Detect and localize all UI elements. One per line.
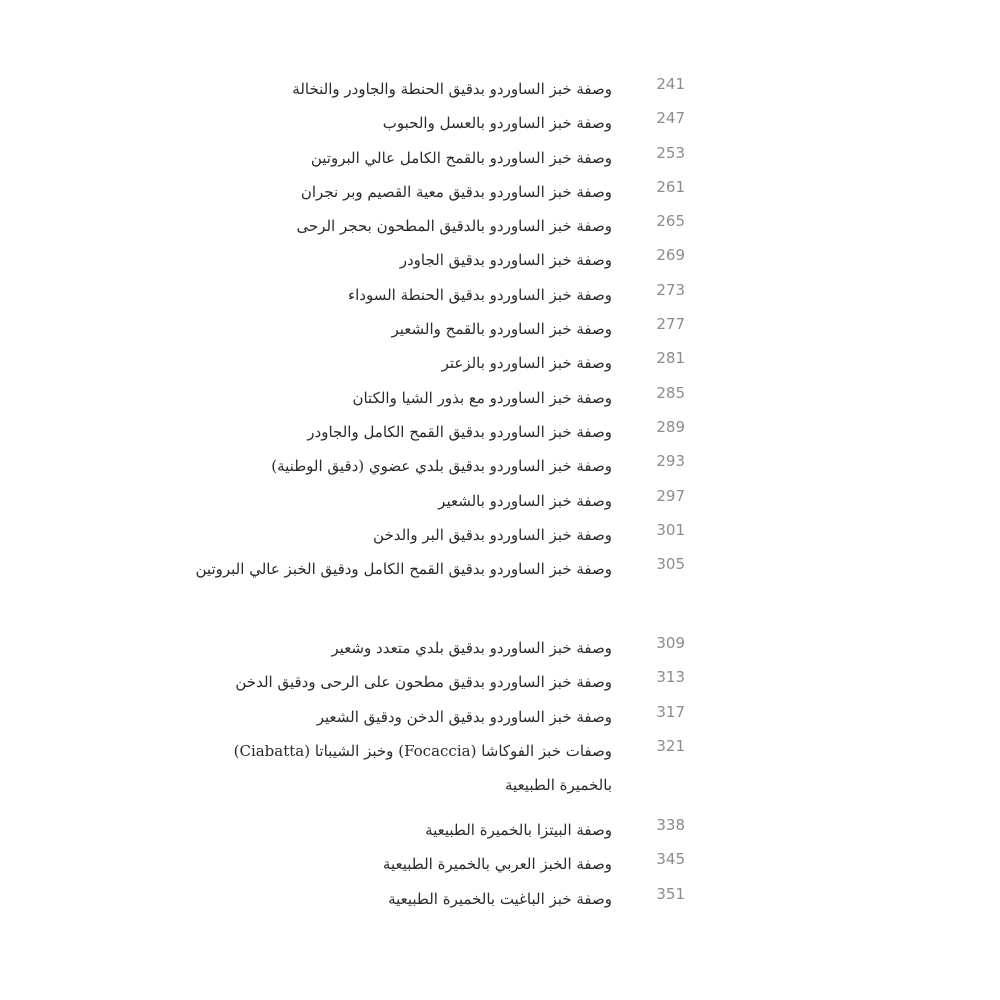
page-number: 273 [656, 280, 685, 299]
toc-entry [0, 375, 1000, 409]
page-number: 313 [656, 668, 685, 687]
toc-entry [0, 272, 1000, 306]
entry-title: وصفة الخبز العربي بالخميرة الطبيعية [382, 855, 612, 874]
entry-title: وصفة خبز الساوردو بدقيق الحنطة والجاودر والنخالة [292, 80, 612, 98]
page-number: 261 [656, 177, 685, 196]
entry-title: وصفة خبز الساوردو بدقيق الجاودر [399, 251, 612, 270]
toc-entry [0, 135, 1000, 169]
toc-entry [0, 169, 1000, 203]
toc-entry [0, 841, 1000, 875]
page-number: 301 [656, 520, 685, 539]
page-number: 277 [656, 315, 685, 334]
toc-entry [0, 546, 1000, 625]
toc-entry [0, 694, 1000, 728]
page-number: 269 [656, 246, 685, 265]
entry-title: وصفة خبز الساوردو بالدقيق المطحون بحجر الرحى [296, 217, 612, 236]
toc-entry [0, 203, 1000, 237]
page-number: 305 [656, 555, 685, 574]
entry-title: وصفة خبز الساوردو بدقيق بلدي متعدد وشعير [331, 639, 612, 658]
page-number: 309 [656, 634, 685, 653]
toc-entry [0, 409, 1000, 443]
entry-title: وصفة خبز الساوردو بالقمح الكامل عالي البروتين [310, 148, 612, 167]
entry-title: وصفة خبز الساوردو بدقيق البر والدخن [373, 525, 612, 544]
entry-title: وصفة خبز الساوردو بدقيق القمح الكامل والجاودر [307, 422, 612, 441]
entry-title: وصفة خبز الساوردو بدقيق بلدي عضوي (دقيق الوطنية) [271, 457, 612, 476]
toc-entry [0, 625, 1000, 659]
toc-entry [0, 100, 1000, 134]
page-number: 285 [656, 383, 685, 402]
page-number: 338 [656, 816, 685, 835]
entry-title: وصفة خبز الساوردو بالقمح والشعير [391, 320, 612, 339]
entry-title: وصفة البيتزا بالخميرة الطبيعية [425, 821, 612, 840]
page-number: 247 [656, 109, 685, 128]
toc-entry [0, 728, 1000, 807]
toc-entry [0, 512, 1000, 546]
entry-title: وصفة خبز الساوردو مع بذور الشيا والكتان [352, 388, 612, 407]
table-of-contents [0, 66, 1000, 910]
entry-title: وصفة خبز الساوردو بالعسل والحبوب [382, 114, 612, 133]
page-number: 293 [656, 452, 685, 471]
toc-entry [0, 807, 1000, 841]
page-number: 297 [656, 486, 685, 505]
entry-title: وصفة خبز الساوردو بدقيق الحنطة السوداء [348, 285, 612, 304]
toc-entry [0, 659, 1000, 693]
entry-title: وصفة خبز الساوردو بدقيق مطحون على الرحى ودقيق الدخن [235, 673, 612, 692]
page-number: 351 [656, 884, 685, 903]
page-number: 265 [656, 212, 685, 231]
page-number: 241 [656, 75, 685, 93]
page-number: 281 [656, 349, 685, 368]
page-number: 345 [656, 850, 685, 869]
entry-title: وصفة خبز الساوردو بدقيق معية القصيم وبر نجران [300, 182, 612, 201]
entry-title: وصفة خبز الساوردو بالشعير [438, 491, 612, 510]
page-number: 289 [656, 417, 685, 436]
toc-entry [0, 306, 1000, 340]
entry-title: وصفة خبز الباغيت بالخميرة الطبيعية [388, 889, 612, 908]
toc-entry [0, 340, 1000, 374]
page-number: 321 [656, 737, 685, 756]
entry-title: وصفة خبز الساوردو بدقيق القمح الكامل ودقيق الخبز عالي البروتين [195, 560, 612, 579]
page-number: 317 [656, 702, 685, 721]
toc-entry [0, 478, 1000, 512]
toc-entry [0, 237, 1000, 271]
page-number: 253 [656, 143, 685, 162]
toc-entry [0, 443, 1000, 477]
toc-entry [0, 66, 1000, 100]
entry-title: وصفة خبز الساوردو بدقيق الدخن ودقيق الشعير [316, 707, 612, 726]
toc-entry [0, 876, 1000, 910]
entry-title: وصفات خبز الفوكاشا (Focaccia) وخبز الشيباتا (Ciabatta) بالخميرة الطبيعية [233, 742, 612, 795]
entry-title: وصفة خبز الساوردو بالزعتر [441, 354, 612, 373]
